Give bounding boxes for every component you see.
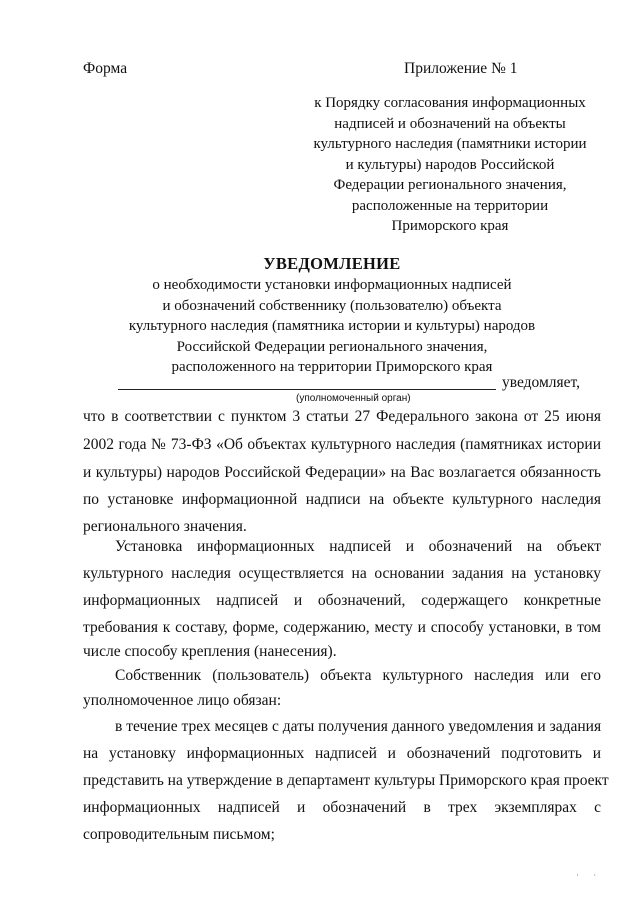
body-line: Собственник (пользователь) объекта культурного наследия или его bbox=[115, 667, 601, 684]
document-title: УВЕДОМЛЕНИЕ bbox=[263, 254, 401, 273]
body-line: по установке информационной надписи на объекте культурного наследия bbox=[83, 491, 601, 508]
document-subtitle bbox=[120, 275, 544, 378]
appendix-reference-line: Приморского края bbox=[391, 218, 509, 234]
body-line: регионального значения. bbox=[83, 518, 247, 535]
scan-specks: · · bbox=[576, 870, 603, 880]
appendix-reference-line: и культуры) народов Российской bbox=[345, 156, 555, 173]
body-line: требования к составу, форме, содержанию, месту и способу установки, в том bbox=[83, 619, 601, 636]
appendix-reference-line: Федерации регионального значения, bbox=[333, 177, 567, 193]
appendix-reference-line: расположенные на территории bbox=[351, 197, 549, 214]
subtitle-line: культурного наследия (памятника истории и культуры) народов bbox=[128, 318, 536, 334]
subtitle-line: о необходимости установки информационных надписей bbox=[152, 277, 512, 293]
form-label: Форма bbox=[83, 60, 128, 77]
body-line: уполномоченное лицо обязан: bbox=[83, 692, 282, 709]
appendix-reference-line: к Порядку согласования информационных bbox=[314, 95, 586, 111]
authority-blank-line bbox=[118, 377, 496, 390]
document-title-block bbox=[120, 253, 544, 378]
notifies-word: уведомляет, bbox=[502, 374, 581, 391]
body-line: информационных надписей и обозначений, содержащего конкретные bbox=[83, 592, 601, 609]
body-line: культурного наследия осуществляется на основании задания на установку bbox=[83, 565, 601, 582]
body-line: 2002 года № 73-ФЗ «Об объектах культурного наследия (памятниках истории bbox=[83, 436, 601, 453]
appendix-reference bbox=[300, 93, 600, 237]
body-line: представить на утверждение в департамент культуры Приморского края проект bbox=[83, 772, 609, 789]
appendix-number: Приложение № 1 bbox=[404, 60, 518, 77]
body-line: в течение трех месяцев с даты получения данного уведомления и задания bbox=[115, 718, 602, 735]
body-line: числе способу крепления (нанесения). bbox=[83, 643, 337, 660]
subtitle-line: и обозначений собственнику (пользователю) объекта bbox=[162, 297, 502, 314]
body-line: что в соответствии с пунктом 3 статьи 27 Федерального закона от 25 июня bbox=[83, 408, 601, 425]
body-line: и культуры) народов Российской Федерации» на Вас возлагается обязанность bbox=[83, 464, 601, 481]
subtitle-line: расположенного на территории Приморского края bbox=[171, 359, 493, 375]
body-line: на установку информационных надписей и обозначений подготовить и bbox=[83, 745, 601, 762]
body-line: сопроводительным письмом; bbox=[83, 826, 275, 843]
authority-caption: (уполномоченный орган) bbox=[296, 393, 411, 404]
body-line: информационных надписей и обозначений в трех экземплярах с bbox=[83, 799, 601, 816]
appendix-reference-line: культурного наследия (памятники истории bbox=[313, 136, 587, 152]
body-line: Установка информационных надписей и обозначений на объект bbox=[115, 538, 601, 555]
appendix-reference-line: надписей и обозначений на объекты bbox=[334, 115, 566, 132]
subtitle-line: Российской Федерации регионального значения, bbox=[176, 338, 488, 355]
